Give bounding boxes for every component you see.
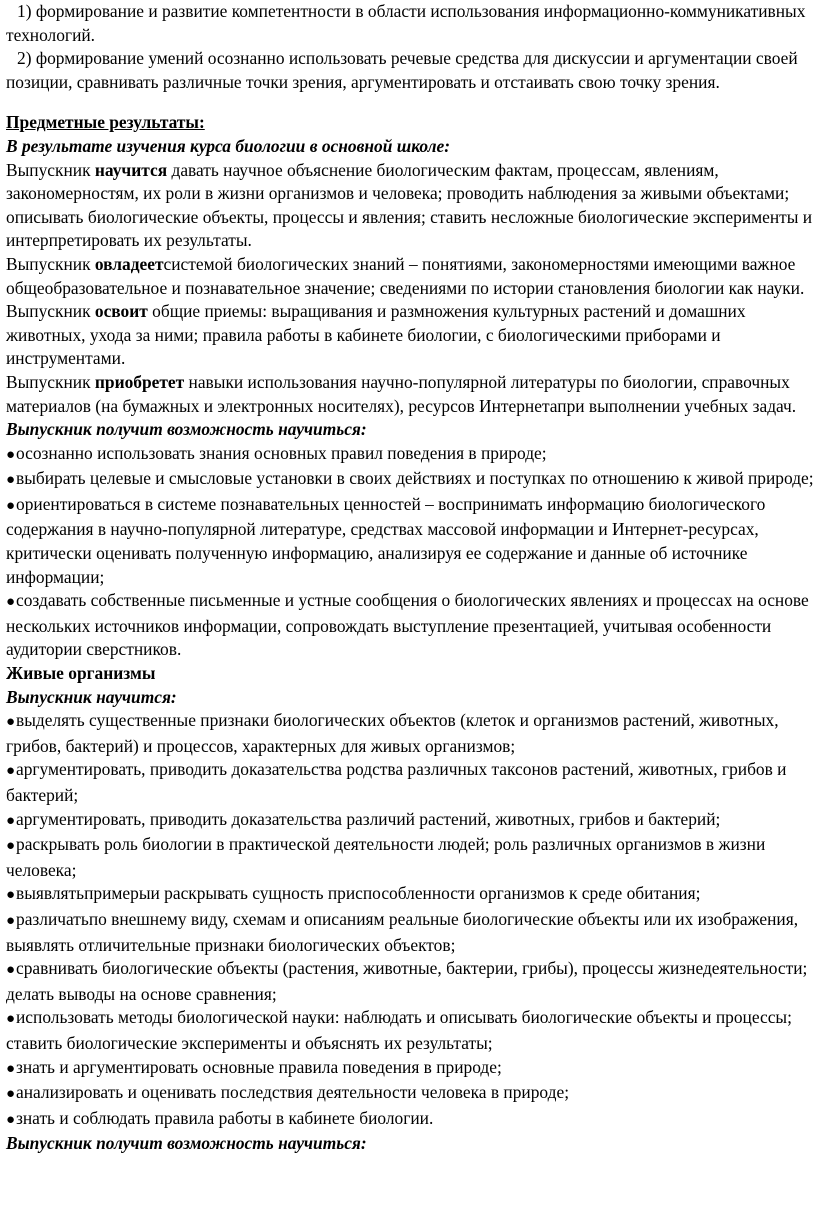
opportunity-heading: Выпускник получит возможность научиться: <box>6 419 367 440</box>
bullet-icon: ● <box>6 962 16 979</box>
competency-1: 1) формирование и развитие компетентности в области использования информационно-коммуникативных технологий. <box>6 1 806 45</box>
graduate-prefix: Выпускник <box>6 253 95 274</box>
graduate-prefix: Выпускник <box>6 301 95 322</box>
bullet-icon: ● <box>6 497 16 514</box>
graduate-paragraph <box>6 253 816 300</box>
list-item <box>6 758 816 807</box>
learn-list <box>6 709 816 1132</box>
list-item-text: создавать собственные письменные и устные сообщения о биологических явлениях и процессах на основе нескольких источников информации, сопровождать выступление презентацией, учитывая особенности аудитории сверстников. <box>6 590 809 660</box>
competency-2: 2) формирование умений осознанно использовать речевые средства для дискуссии и аргументации своей позиции, сравнивать различные точки зрения, аргументировать и отстаивать свою точку зрения. <box>6 48 798 92</box>
bullet-icon: ● <box>6 446 16 463</box>
bullet-icon: ● <box>6 1060 16 1077</box>
graduate-paragraph <box>6 300 816 371</box>
final-heading: Выпускник получит возможность научиться: <box>6 1133 367 1154</box>
list-item <box>6 1081 816 1107</box>
list-item-text: аргументировать, приводить доказательства различий растений, животных, грибов и бактерий; <box>16 808 721 829</box>
graduate-verb: овладеет <box>94 253 164 274</box>
list-item <box>6 709 816 758</box>
list-item <box>6 833 816 882</box>
list-item-text: различатьпо внешнему виду, схемам и описаниям реальные биологические объекты или их изображения, выявлять отличительные признаки биологических объектов; <box>6 908 799 955</box>
list-item <box>6 1107 816 1133</box>
list-item-text: знать и соблюдать правила работы в кабинете биологии. <box>16 1107 434 1128</box>
graduate-prefix: Выпускник <box>6 159 95 180</box>
list-item-text: сравнивать биологические объекты (растения, животные, бактерии, грибы), процессы жизнедеятельности; делать выводы на основе сравнения; <box>6 958 808 1004</box>
graduate-verb: приобретет <box>94 371 185 392</box>
bullet-icon: ● <box>6 472 16 489</box>
opportunity-list <box>6 442 816 662</box>
list-item <box>6 589 816 662</box>
graduate-paragraph <box>6 159 816 253</box>
list-item <box>6 908 816 957</box>
list-item-text: ориентироваться в системе познавательных ценностей – воспринимать информацию биологического содержания в научно-популярной литературе, средствах массовой информации и Интернет-ресурсах, критически оценивать полученную информацию, анализируя ее содержание и данные об источнике информации; <box>6 493 766 587</box>
graduate-text: давать научное объяснение биологическим фактам, процессам, явлениям, закономерностям, их роли в жизни организмов и человека; проводить наблюдения за живыми объектами; описывать биологические объекты, процессы и явления; ставить несложные биологические эксперименты и интерпретировать их результаты. <box>6 159 813 251</box>
bullet-icon: ● <box>6 594 16 611</box>
list-item <box>6 882 816 908</box>
list-item-text: выявлятьпримерыи раскрывать сущность приспособленности организмов к среде обитания; <box>16 883 701 904</box>
bullet-icon: ● <box>6 812 16 829</box>
list-item <box>6 808 816 834</box>
list-item <box>6 442 816 468</box>
graduate-text: навыки использования научно-популярной литературы по биологии, справочных материалов (на бумажных и электронных носителях), ресурсов Интернетапри выполнении учебных задач. <box>6 371 797 416</box>
list-item-text: использовать методы биологической науки: наблюдать и описывать биологические объекты и процессы; ставить биологические эксперименты и объяснять их результаты; <box>6 1007 792 1053</box>
learn-heading: Выпускник научится: <box>6 686 177 707</box>
list-item-text: выбирать целевые и смысловые установки в своих действиях и поступках по отношению к живой природе; <box>16 468 814 489</box>
section-title: Живые организмы <box>6 663 156 684</box>
list-item-text: аргументировать, приводить доказательства родства различных таксонов растений, животных, грибов и бактерий; <box>6 759 787 805</box>
bullet-icon: ● <box>6 1011 16 1028</box>
bullet-icon: ● <box>6 838 16 855</box>
list-item <box>6 467 816 493</box>
list-item <box>6 493 816 589</box>
graduate-verb: научится <box>94 159 168 180</box>
list-item-text: раскрывать роль биологии в практической деятельности людей; роль различных организмов в жизни человека; <box>6 834 766 880</box>
bullet-icon: ● <box>6 763 16 780</box>
bullet-icon: ● <box>6 1086 16 1103</box>
graduate-paragraph <box>6 371 816 418</box>
biology-intro: В результате изучения курса биологии в основной школе: <box>6 135 451 156</box>
graduate-prefix: Выпускник <box>6 371 95 392</box>
list-item-text: знать и аргументировать основные правила поведения в природе; <box>16 1056 502 1077</box>
list-item-text: анализировать и оценивать последствия деятельности человека в природе; <box>16 1082 570 1103</box>
bullet-icon: ● <box>6 887 16 904</box>
graduate-text: системой биологических знаний – понятиями, закономерностями имеющими важное общеобразовательное и познавательное значение; сведениями по истории становления биологии как науки. <box>6 253 805 298</box>
bullet-icon: ● <box>6 1111 16 1128</box>
bullet-icon: ● <box>6 714 16 731</box>
graduate-verb: освоит <box>94 301 148 322</box>
list-item <box>6 1006 816 1055</box>
bullet-icon: ● <box>6 912 16 929</box>
list-item-text: выделять существенные признаки биологических объектов (клеток и организмов растений, животных, грибов, бактерий) и процессов, характерных для живых организмов; <box>6 710 779 756</box>
subject-results-heading: Предметные результаты: <box>6 112 205 133</box>
list-item-text: осознанно использовать знания основных правил поведения в природе; <box>16 442 547 463</box>
list-item <box>6 1056 816 1082</box>
list-item <box>6 957 816 1006</box>
graduate-text: общие приемы: выращивания и размножения культурных растений и домашних животных, ухода за ними; правила работы в кабинете биологии, с биологическими приборами и инструментами. <box>6 301 746 369</box>
